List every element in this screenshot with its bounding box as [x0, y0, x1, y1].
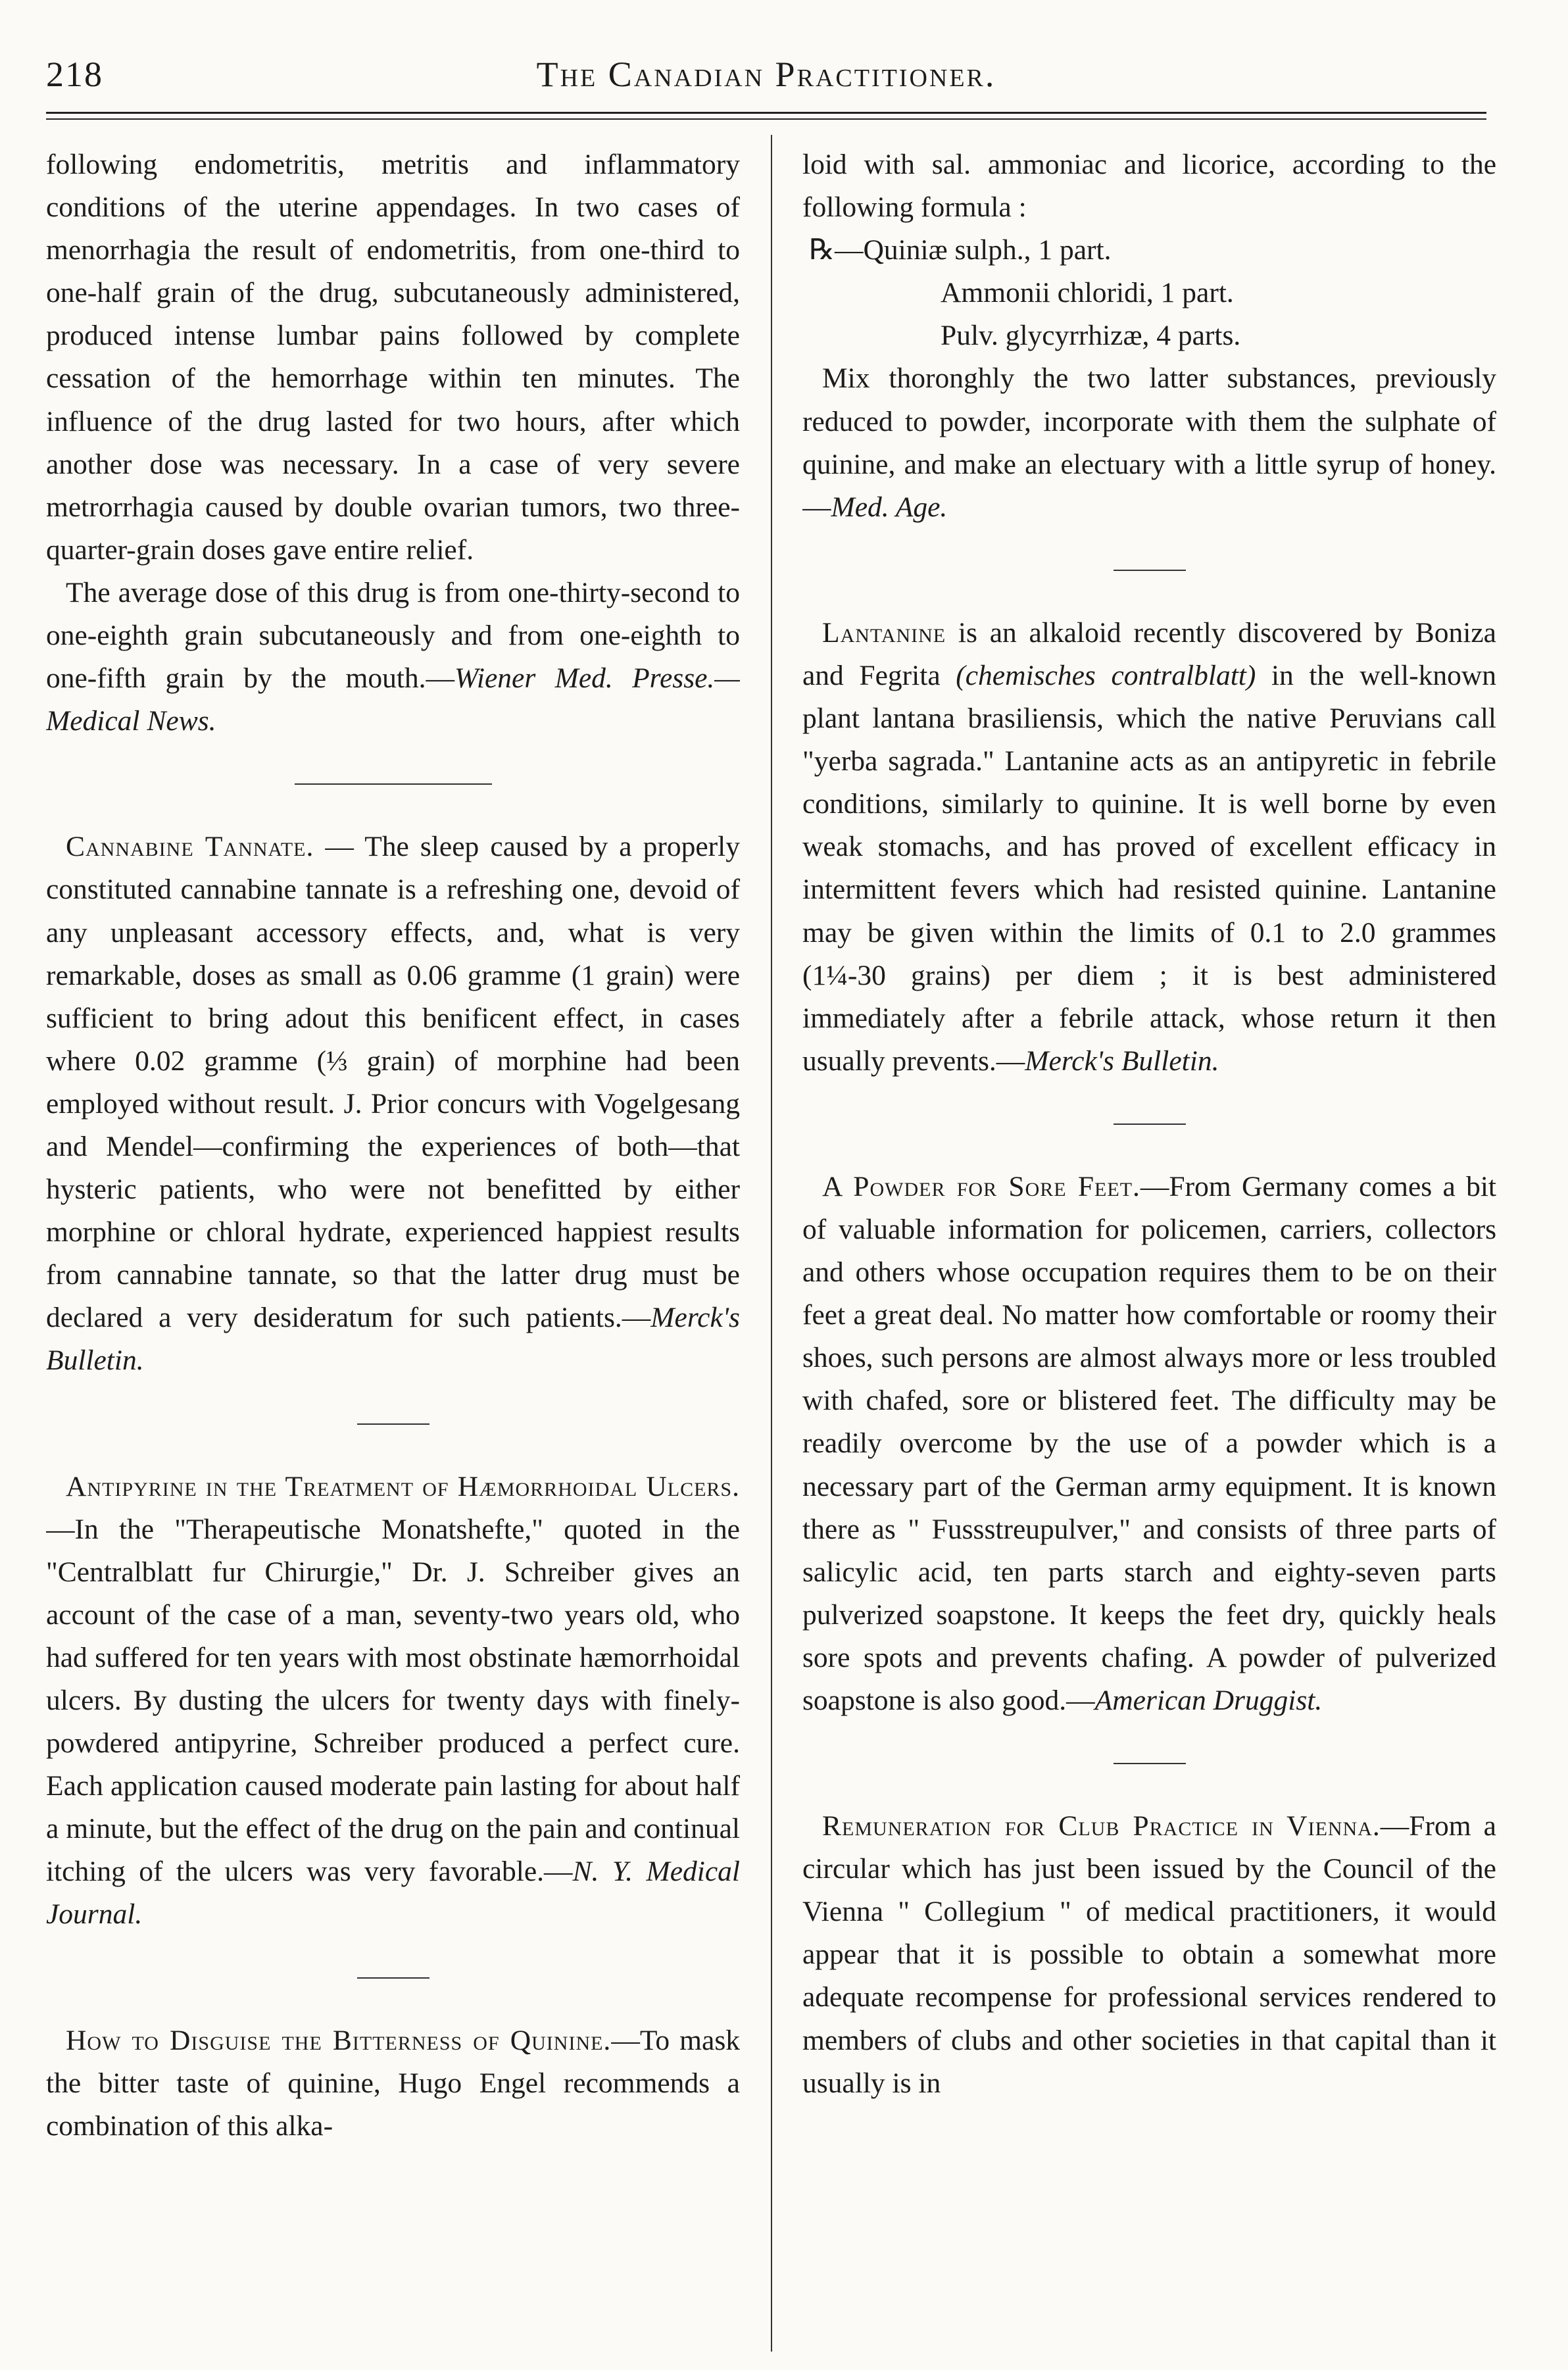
article-heading: A Powder for Sore Feet. [822, 1170, 1140, 1202]
article-sore-feet: A Powder for Sore Feet.—From Germany comes a bit of valuable information for policemen, carriers, collectors and others whose occupation requires them to be on their feet a great deal. No matter how comfortable or roomy their shoes, such persons are almost always more or less troubled with chafed, sore or blistered feet. The difficulty may be readily overcome by the use of a powder which is a necessary part of the German army equipment. It is known there as " Fussstreupulver," and consists of three parts of salicylic acid, ten parts starch and eighty-seven parts pulverized soapstone. It keeps the feet dry, quickly heals sore spots and prevents chafing. A powder of pulverized soapstone is also good.—American Druggist. [802, 1170, 1496, 1716]
running-title: The Canadian Practitioner. [536, 55, 996, 94]
column-divider [771, 135, 772, 2352]
prescription-formula [802, 229, 1496, 357]
header-rule-thick [46, 112, 1486, 114]
source-citation: Merck's Bulletin. [1025, 1045, 1219, 1077]
article-separator [1114, 570, 1186, 571]
left-column [46, 143, 740, 2340]
article-heading: Antipyrine in the Treatment of Hæmorrhoidal Ulcers. [66, 1470, 740, 1502]
article-separator [357, 1423, 429, 1425]
article-heading: How to Disguise the Bitterness of Quinine. [66, 2024, 612, 2056]
article-club-practice: Remuneration for Club Practice in Vienna.—From a circular which has just been issued by the Council of the Vienna " Collegium " of medical practitioners, it would appear that it is possible to obtain a somewhat more adequate recompense for professional services rendered to members of clubs and other societies in that capital than it usually is in [802, 1810, 1496, 2099]
article-cannabine-tannate: Cannabine Tannate. — The sleep caused by a properly constituted cannabine tannate is a refreshing one, devoid of any unpleasant accessory effects, and, what is very remarkable, doses as small as 0.06 gramme (1 grain) were sufficient to bring adout this benificent effect, in cases where 0.02 gramme (⅓ grain) of morphine had been employed without result. J. Prior concurs with Vogelgesang and Mendel—confirming the experiences of both—that hysteric patients, who were not benefitted by either morphine or chloral hydrate, experienced happiest results from cannabine tannate, so that the latter drug must be declared a very desideratum for such patients.—Merck's Bulletin. [46, 831, 740, 1377]
formula-line: Ammonii chloridi, 1 part. [941, 277, 1234, 309]
continued-paragraph: following endometritis, metritis and inflammatory conditions of the uterine appendages. In two cases of menorrhagia the result of endometritis, from one-third to one-half grain of the drug, subcutaneously administered, produced intense lumbar pains followed by complete cessation of the hemorrhage within ten minutes. The influence of the drug lasted for two hours, after which another dose was necessary. In a case of very severe metrorrhagia caused by double ovarian tumors, two three-quarter-grain doses gave entire relief. [46, 149, 740, 566]
article-quinine-bitterness: How to Disguise the Bitterness of Quinine.—To mask the bitter taste of quinine, Hugo Engel recommends a combination of this alka- [46, 2024, 740, 2142]
article-separator [295, 783, 492, 785]
source-citation: Merck's Bulletin. [46, 1302, 740, 1377]
article-antipyrine: Antipyrine in the Treatment of Hæmorrhoidal Ulcers.—In the "Therapeutische Monatshefte," quoted in the "Centralblatt fur Chirurgie," Dr. J. Schreiber gives an account of the case of a man, seventy-two years old, who had suffered for ten years with most obstinate hæmorrhoidal ulcers. By dusting the ulcers for twenty days with finely-powdered antipyrine, Schreiber produced a perfect cure. Each application caused moderate pain lasting for about half a minute, but the effect of the drug on the pain and continual itching of the ulcers was very favorable.—N. Y. Medical Journal. [46, 1470, 740, 1931]
page-header [46, 54, 1486, 113]
source-citation: Med. Age. [831, 491, 948, 523]
article-separator [1114, 1763, 1186, 1764]
formula-instructions: Mix thoronghly the two latter substances, previously reduced to powder, incorporate with them the sulphate of quinine, and make an electuary with a little syrup of honey.—Med. Age. [802, 362, 1496, 523]
source-citation: N. Y. Medical Journal. [46, 1856, 740, 1931]
header-rule-thin [46, 118, 1486, 120]
article-heading: Lantanine [822, 616, 946, 649]
journal-reference: (chemisches contralblatt) [956, 659, 1256, 691]
continued-paragraph: loid with sal. ammoniac and licorice, according to the following formula : [802, 149, 1496, 224]
article-lantanine: Lantanine is an alkaloid recently discovered by Boniza and Fegrita (chemisches contralblatt) in the well-known plant lantana brasiliensis, which the native Peruvians call "yerba sagrada." Lantanine acts as an antipyretic in febrile conditions, similarly to quinine. It is well borne by even weak stomachs, and has proved of excellent efficacy in intermittent fevers which had resisted quinine. Lantanine may be given within the limits of 0.1 to 2.0 grammes (1¼-30 grains) per diem ; it is best administered immediately after a febrile attack, whose return it then usually prevents.—Merck's Bulletin. [802, 616, 1496, 1077]
page-number: 218 [46, 55, 103, 94]
formula-line: Pulv. glycyrrhizæ, 4 parts. [941, 320, 1241, 352]
article-heading: Cannabine Tannate. [66, 831, 314, 863]
article-separator [357, 1977, 429, 1979]
source-citation: Wiener Med. Presse.—Medical News. [46, 662, 740, 737]
dose-paragraph: The average dose of this drug is from one-thirty-second to one-eighth grain subcutaneously and from one-eighth to one-fifth grain by the mouth.—Wiener Med. Presse.—Medical News. [46, 576, 740, 737]
article-separator [1114, 1123, 1186, 1125]
right-column [802, 143, 1496, 2340]
article-heading: Remuneration for Club Practice in Vienna. [822, 1810, 1381, 1842]
formula-line: ℞—Quiniæ sulph., 1 part. [809, 234, 1112, 266]
source-citation: American Druggist. [1094, 1685, 1323, 1716]
